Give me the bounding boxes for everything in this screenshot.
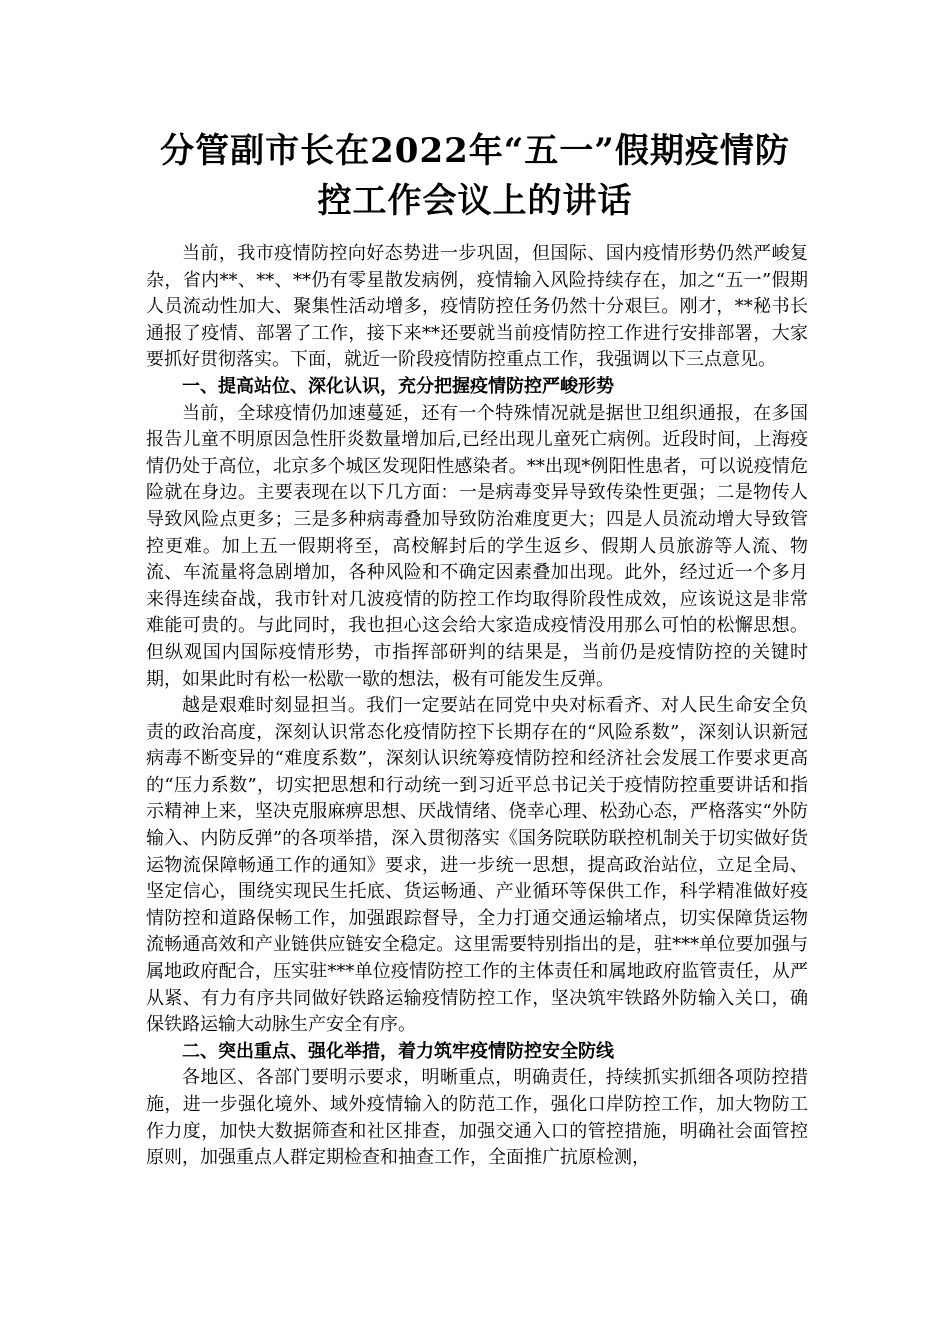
title-line-2: 控工作会议上的讲话 — [317, 181, 633, 221]
section-heading-1: 一、提高站位、深化认识，充分把握疫情防控严峻形势 — [182, 375, 614, 397]
document-title — [120, 126, 830, 226]
paragraph-responsibility: 越是艰难时刻显担当。我们一定要站在同党中央对标看齐、对人民生命安全负责的政治高度，深刻认识常态化疫情防控下长期存在的“风险系数”，深刻认识新冠病毒不断变异的“难度系数”，深刻认识统筹疫情防控和经济社会发展工作要求更高的“压力系数”，切实把思想和行动统一到习近平总书记关于疫情防控重要讲话和指示精神上来，坚决克服麻痹思想、厌战情绪、侥幸心理、松劲心态，严格落实“外防输入、内防反弹”的各项举措，深入贯彻落实《国务院联防联控机制关于切实做好货运物流保障畅通工作的通知》要求，进一步统一思想，提高政治站位，立足全局、坚定信心，围绕实现民生托底、货运畅通、产业循环等保供工作，科学精准做好疫情防控和道路保畅工作，加强跟踪督导，全力打通交通运输堵点，切实保障货运物流畅通高效和产业链供应链安全稳定。这里需要特别指出的是，驻***单位要加强与属地政府配合，压实驻***单位疫情防控工作的主体责任和属地政府监管责任，从严从紧、有力有序共同做好铁路运输疫情防控工作，坚决筑牢铁路外防输入关口，确保铁路运输大动脉生产安全有序。 — [146, 695, 808, 1036]
document-body — [146, 241, 808, 1172]
paragraph-measures: 各地区、各部门要明示要求，明晰重点，明确责任，持续抓实抓细各项防控措施，进一步强化境外、域外疫情输入的防范工作，强化口岸防控工作，加大物防工作力度，加快大数据筛查和社区排查，加强交通入口的管控措施，明确社会面管控原则，加强重点人群定期检查和抽查工作，全面推广抗原检测， — [146, 1067, 808, 1169]
paragraph-intro: 当前，我市疫情防控向好态势进一步巩固，但国际、国内疫情形势仍然严峻复杂，省内**、**、**仍有零星散发病例，疫情输入风险持续存在，加之“五一”假期人员流动性加大、聚集性活动增多，疫情防控任务仍然十分艰巨。刚才，**秘书长通报了疫情、部署了工作，接下来**还要就当前疫情防控工作进行安排部署，大家要抓好贯彻落实。下面，就近一阶段疫情防控重点工作，我强调以下三点意见。 — [146, 243, 808, 371]
title-line-1: 分管副市长在2022年“五一”假期疫情防 — [160, 131, 790, 171]
section-heading-2: 二、突出重点、强化举措，着力筑牢疫情防控安全防线 — [182, 1040, 614, 1062]
paragraph-situation: 当前，全球疫情仍加速蔓延，还有一个特殊情况就是据世卫组织通报，在多国报告儿童不明原因急性肝炎数量增加后,已经出现儿童死亡病例。近段时间，上海疫情仍处于高位，北京多个城区发现阳性感染者。**出现*例阳性患者，可以说疫情危险就在身边。主要表现在以下几方面：一是病毒变异导致传染性更强；二是物传人导致风险点更多；三是多种病毒叠加导致防治难度更大；四是人员流动增大导致管控更难。加上五一假期将至，高校解封后的学生返乡、假期人员旅游等人流、物流、车流量将急剧增加，各种风险和不确定因素叠加出现。此外，经过近一个多月来得连续奋战，我市针对几波疫情的防控工作均取得阶段性成效，应该说这是非常难能可贵的。与此同时，我也担心这会给大家造成疫情没用那么可怕的松懈思想。但纵观国内国际疫情形势，市指挥部研判的结果是，当前仍是疫情防控的关键时期，如果此时有松一松歇一歇的想法，极有可能发生反弹。 — [146, 402, 808, 690]
